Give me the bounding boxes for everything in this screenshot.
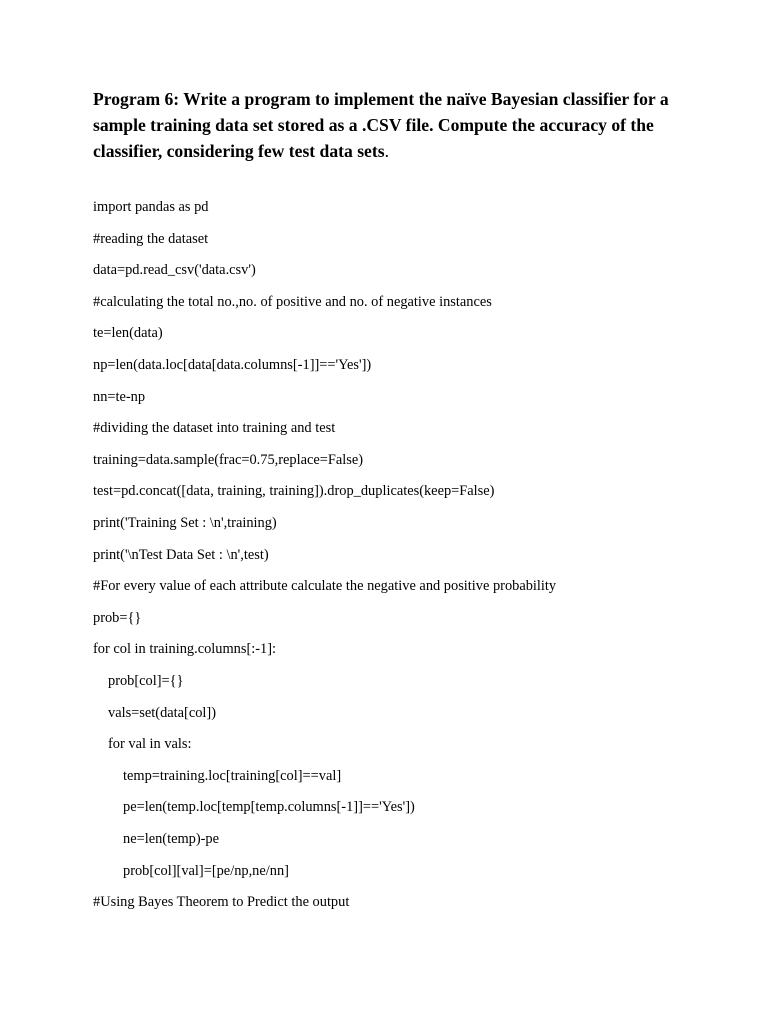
code-line: #Using Bayes Theorem to Predict the output <box>93 894 350 911</box>
code-line: #dividing the dataset into training and test <box>93 420 336 437</box>
code-line: temp=training.loc[training[col]==val] <box>123 767 342 784</box>
code-line: import pandas as pd <box>93 199 209 215</box>
heading-tail-text: . <box>384 141 389 161</box>
code-line: vals=set(data[col]) <box>108 704 217 721</box>
code-line: prob[col][val]=[pe/np,ne/nn] <box>123 862 289 879</box>
code-line: nn=te-np <box>93 388 146 405</box>
code-line: for col in training.columns[:-1]: <box>93 641 277 658</box>
code-line: np=len(data.loc[data[data.columns[-1]]=='Yes']) <box>93 357 372 373</box>
code-line: print('\nTest Data Set : \n',test) <box>93 546 269 563</box>
code-line: #calculating the total no.,no. of positive and no. of negative instances <box>93 293 492 310</box>
program-heading <box>93 86 713 164</box>
code-line: for val in vals: <box>108 736 192 753</box>
code-line: ne=len(temp)-pe <box>123 831 220 847</box>
code-line: te=len(data) <box>93 325 163 342</box>
code-line: test=pd.concat([data, training, training]).drop_duplicates(keep=False) <box>93 483 495 500</box>
code-line: print('Training Set : \n',training) <box>93 515 277 531</box>
code-line: pe=len(temp.loc[temp[temp.columns[-1]]=='Yes']) <box>123 799 415 816</box>
code-line: #reading the dataset <box>93 230 209 247</box>
code-line: prob[col]={} <box>108 673 184 689</box>
code-line: data=pd.read_csv('data.csv') <box>93 262 256 279</box>
code-line: #For every value of each attribute calculate the negative and positive probability <box>93 578 557 595</box>
code-line: training=data.sample(frac=0.75,replace=False) <box>93 451 364 468</box>
code-line: prob={} <box>93 609 142 626</box>
heading-bold-text: Program 6: Write a program to implement the naïve Bayesian classifier for a sample training data set stored as a .CSV file. Compute the accuracy of the classifier, considering few test data sets <box>93 89 669 161</box>
